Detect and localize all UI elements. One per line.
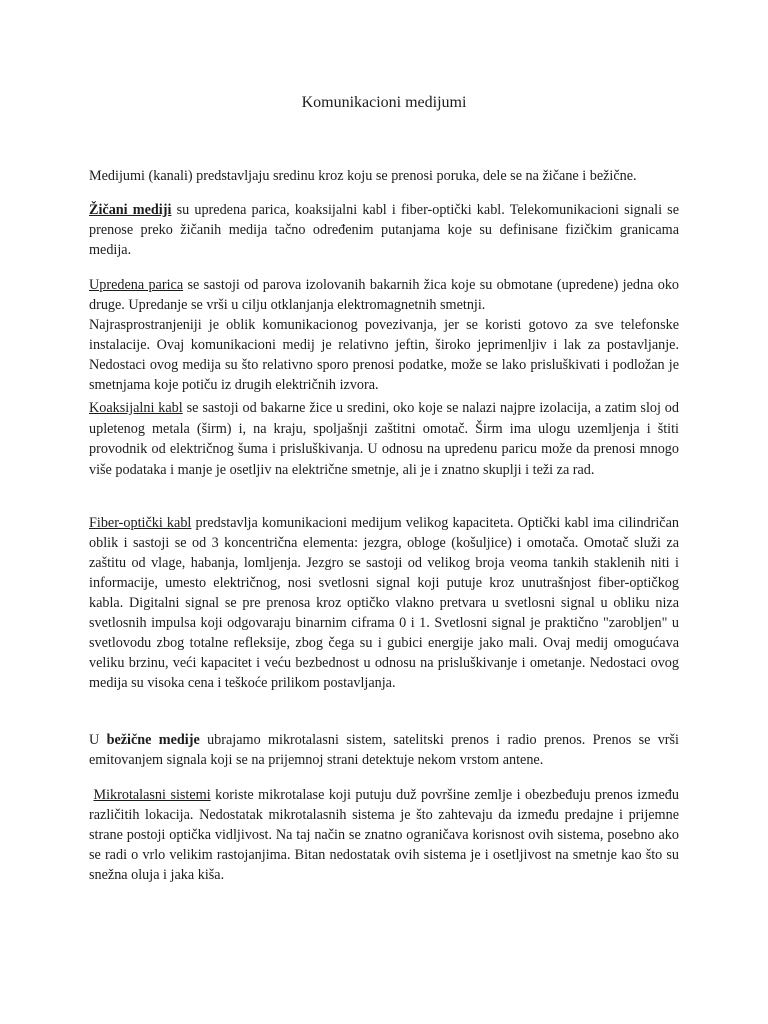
wireless-media-term: bežične medije [106,732,200,748]
twisted-pair-term: Upredena parica [89,277,184,293]
fiber-optic-text: predstavlja komunikacioni medijum velikog kapaciteta. Optički kabl ima cilindričan oblik i sastoji se od 3 koncentrična elementa: jezgra, obloge (košuljice) i omotača. Omotač služi za zaštitu od vlage, habanja, lomljenja. Jezgro se sastoji od velikog broja veoma tankih staklenih niti i informacije, umesto električnog, nosi svetlosni signal koji putuje kroz unutrašnjost fiber-optičkog kabla. Digitalni signal se pre prenosa kroz optičko vlakno pretvara u svetlosni signal u obliku niza svetlosnih impulsa koji odgovaraju binarnim ciframa 0 i 1. Svetlosni signal je praktično "zarobljen" u svetlovodu zbog totalne refleksije, zbog čega su i gubici energije jako mali. Ovaj medij omogućava veliku brzinu, veći kapacitet i veću bezbednost u odnosu na prisluškivanje i ometanje. Nedostaci ovog medija su visoka cena i teškoće prilikom postavljanja. [89,515,679,691]
wireless-media-paragraph [89,730,679,770]
fiber-optic-term: Fiber-optički kabl [89,515,192,531]
twisted-pair-text: se sastoji od parova izolovanih bakarnih žica koje su obmotane (upredene) jedna oko druge. Upredanje se vrši u cilju otklanjanja elektromagnetnih smetnji. [89,277,680,313]
coaxial-paragraph [89,398,679,480]
intro-paragraph: Medijumi (kanali) predstavljaju sredinu kroz koju se prenosi poruka, dele se na žičane i bežične. [89,168,637,184]
microwave-paragraph [89,785,679,885]
document-title: Komunikacioni medijumi [301,94,467,111]
microwave-text: koriste mikrotalase koji putuju duž površine zemlje i obezbeđuju prenos između različitih lokacija. Nedostatak mikrotalasnih sistema je što zahtevaju da između predajne i prijemne strane postoji optička vidljivost. Na taj način se znatno ograničava korisnost ovih sistema, posebno ako se radi o vrlo velikim rastojanjima. Bitan nedostatak ovih sistema je i osetljivost na smetnje kao što su snežna oluja i jaka kiša. [89,787,679,883]
coaxial-term: Koaksijalni kabl [89,400,183,416]
microwave-term: Mikrotalasni sistemi [93,787,211,803]
wired-media-term: Žičani mediji [89,202,172,218]
wireless-media-prefix: U [89,732,107,748]
wired-media-text: su upredena parica, koaksijalni kabl i fiber-optički kabl. Telekomunikacioni signali se prenose preko žičanih medija tačno određenim putanjama koje su definisane fizičkim granicama medija. [89,202,679,258]
coaxial-text: se sastoji od bakarne žice u sredini, oko koje se nalazi najpre izolacija, a zatim sloj od upletenog metala (širm) i, na kraju, spoljašnji zaštitni omotač. Širm ima ulogu uzemljenja i štiti provodnik od električnog šuma i prisluškivanja. U odnosu na upredenu paricu može da prenosi mnogo više podataka i manje je osetljiv na električne smetnje, ali je i znatno skuplji i teži za rad. [89,400,679,478]
twisted-pair-paragraph [89,275,679,395]
wireless-media-text: ubrajamo mikrotalasni sistem, satelitski prenos i radio prenos. Prenos se vrši emitovanjem signala koji se na prijemnoj strani detektuje nekom vrstom antene. [89,732,679,768]
twisted-pair-text-2: Najrasprostranjeniji je oblik komunikacionog povezivanja, jer se koristi gotovo za sve telefonske instalacije. Ovaj komunikacioni medij je relativno jeftin, široko jeprimenljiv i lak za postavljanje. Nedostaci ovog medija su što relativno sporo prenosi podatke, može se lako prisluškivati i podložan je smetnjama koje potiču iz drugih električnih izvora. [89,317,679,393]
fiber-optic-paragraph [89,513,679,693]
wired-media-paragraph [89,200,679,260]
